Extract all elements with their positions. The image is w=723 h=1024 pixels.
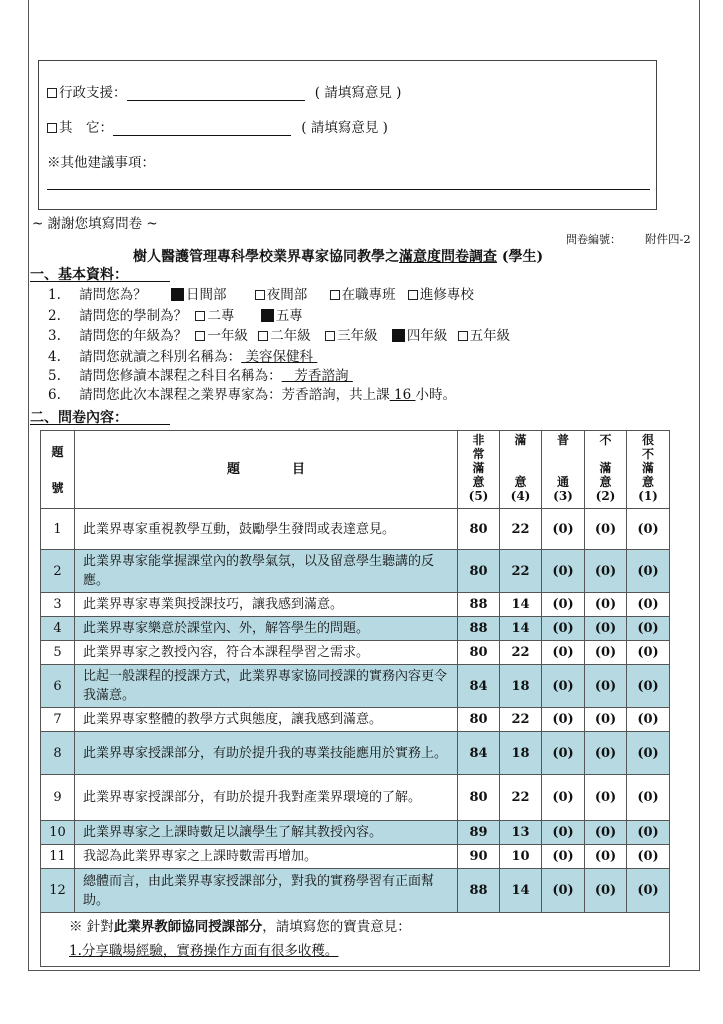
q1-option-continuing: 進修專校 xyxy=(419,287,474,303)
row-value-5: 88 xyxy=(458,869,500,913)
q4-text: 請問您就讀之科別名稱為： xyxy=(79,349,242,365)
q3-option-5: 五年級 xyxy=(469,328,511,344)
q5-number: 5. xyxy=(48,368,61,384)
row-value-1: (0) xyxy=(627,708,670,732)
row-number: 7 xyxy=(41,708,75,732)
row-value-1: (0) xyxy=(627,550,670,593)
row-value-1: (0) xyxy=(627,775,670,821)
col-no-char-1: 題 xyxy=(51,444,64,459)
q2-text: 請問您的學制為？ xyxy=(79,308,188,324)
row-number: 11 xyxy=(41,845,75,869)
q5-answer: 芳香諮詢 xyxy=(281,368,353,384)
table-row xyxy=(41,869,670,913)
row-value-3: (0) xyxy=(542,641,585,665)
row-value-4: 22 xyxy=(500,550,542,593)
row-value-3: (0) xyxy=(542,665,585,708)
q3-option-1-checkbox[interactable] xyxy=(195,331,205,341)
q3-number: 3. xyxy=(48,328,61,344)
score5-code: (5) xyxy=(468,489,489,503)
row-number: 8 xyxy=(41,732,75,775)
row-question: 此業界專家之教授內容，符合本課程學習之需求。 xyxy=(75,641,458,665)
q2-option-2yr-checkbox[interactable] xyxy=(195,311,205,321)
row-value-3: (0) xyxy=(542,732,585,775)
row-value-2: (0) xyxy=(585,641,627,665)
row-value-2: (0) xyxy=(585,775,627,821)
document-title xyxy=(133,246,543,266)
row-value-4: 22 xyxy=(500,509,542,550)
row-question: 總體而言，由此業界專家授課部分，對我的實務學習有正面幫助。 xyxy=(75,869,458,913)
q1-option-day: 日間部 xyxy=(185,287,227,303)
row-value-5: 90 xyxy=(458,845,500,869)
row-question: 比起一般課程的授課方式，此業界專家協同授課的實務內容更令我滿意。 xyxy=(75,665,458,708)
row-value-2: (0) xyxy=(585,617,627,641)
other-hint: ( 請填寫意見 ) xyxy=(301,120,388,136)
row-value-4: 18 xyxy=(500,732,542,775)
row-value-3: (0) xyxy=(542,821,585,845)
row-value-2: (0) xyxy=(585,665,627,708)
score4-c1: 滿 xyxy=(514,433,527,447)
q6-number: 6. xyxy=(48,387,61,403)
row-value-5: 80 xyxy=(458,641,500,665)
row-value-1: (0) xyxy=(627,617,670,641)
q3-option-1: 一年級 xyxy=(207,328,248,344)
q5-text: 請問您修讀本課程之科目名稱為： xyxy=(79,368,282,384)
other-blank[interactable] xyxy=(113,121,291,136)
score2-code: (2) xyxy=(595,489,616,503)
row-question: 此業界專家專業與授課技巧，讓我感到滿意。 xyxy=(75,593,458,617)
admin-support-label: 行政支援： xyxy=(59,85,127,101)
score2-c3: 滿 xyxy=(599,461,612,475)
row-value-5: 84 xyxy=(458,665,500,708)
q2-row xyxy=(48,304,303,324)
row-value-1: (0) xyxy=(627,732,670,775)
row-question: 此業界專家能掌握課堂內的教學氣氛，以及留意學生聽講的反應。 xyxy=(75,550,458,593)
row-number: 10 xyxy=(41,821,75,845)
row-value-5: 80 xyxy=(458,708,500,732)
row-value-4: 14 xyxy=(500,593,542,617)
row-value-5: 80 xyxy=(458,775,500,821)
q6-text: 請問您此次本課程之業界專家為：芳香諮詢，共上課 xyxy=(79,387,390,403)
q3-text: 請問您的年級為？ xyxy=(79,328,188,344)
row-value-2: (0) xyxy=(585,708,627,732)
table-row xyxy=(41,708,670,732)
admin-support-blank[interactable] xyxy=(127,86,305,101)
other-label: 其 它： xyxy=(59,120,113,136)
row-question: 此業界專家授課部分，有助於提升我對產業界環境的了解。 xyxy=(75,775,458,821)
row-number: 1 xyxy=(41,509,75,550)
score5-c1: 非 xyxy=(472,433,485,447)
col-no-header xyxy=(41,431,75,509)
score-header-5 xyxy=(458,431,500,509)
row-value-1: (0) xyxy=(627,869,670,913)
q6-unit: 小時。 xyxy=(415,387,456,403)
suggestion-box xyxy=(38,60,657,210)
title-suffix: (學生) xyxy=(497,249,544,265)
row-value-4: 13 xyxy=(500,821,542,845)
score1-c4: 意 xyxy=(641,475,654,489)
q5-row xyxy=(48,364,353,384)
row-number: 12 xyxy=(41,869,75,913)
row-value-5: 88 xyxy=(458,617,500,641)
table-row xyxy=(41,509,670,550)
title-prefix: 樹人醫護管理專科學校業界專家協同教學之 xyxy=(133,249,399,265)
q1-option-night-checkbox[interactable] xyxy=(255,290,265,300)
score2-c1: 不 xyxy=(599,433,612,447)
table-row xyxy=(41,617,670,641)
row-value-3: (0) xyxy=(542,593,585,617)
other-row xyxy=(47,116,388,136)
row-question: 此業界專家授課部分，有助於提升我的專業技能應用於實務上。 xyxy=(75,732,458,775)
q1-option-inservice: 在職專班 xyxy=(341,287,396,303)
row-value-1: (0) xyxy=(627,665,670,708)
row-value-4: 14 xyxy=(500,617,542,641)
questionnaire-number-label: 問卷編號： xyxy=(566,233,621,246)
row-value-5: 88 xyxy=(458,593,500,617)
q2-option-2yr: 二專 xyxy=(207,308,235,324)
score5-c4: 意 xyxy=(472,475,485,489)
suggestion-blank-line[interactable] xyxy=(47,189,650,190)
table-row xyxy=(41,732,670,775)
row-question: 此業界專家樂意於課堂內、外，解答學生的問題。 xyxy=(75,617,458,641)
q1-row xyxy=(48,283,474,303)
q1-option-day-checkbox[interactable] xyxy=(171,288,184,301)
row-value-2: (0) xyxy=(585,509,627,550)
q1-number: 1. xyxy=(48,287,61,303)
score-header-4 xyxy=(500,431,542,509)
q1-option-inservice-checkbox[interactable] xyxy=(330,290,340,300)
row-value-3: (0) xyxy=(542,775,585,821)
row-value-2: (0) xyxy=(585,593,627,617)
table-row xyxy=(41,821,670,845)
other-checkbox[interactable] xyxy=(47,123,57,133)
q1-option-night: 夜間部 xyxy=(266,287,308,303)
feedback-prompt xyxy=(69,915,669,939)
score2-c4: 意 xyxy=(599,475,612,489)
thanks-text: ~ 謝謝您填寫問卷 ~ xyxy=(32,216,158,232)
row-value-5: 89 xyxy=(458,821,500,845)
q2-option-5yr-checkbox[interactable] xyxy=(261,309,274,322)
q1-option-continuing-checkbox[interactable] xyxy=(408,290,418,300)
row-question: 此業界專家整體的教學方式與態度，讓我感到滿意。 xyxy=(75,708,458,732)
score3-c1: 普 xyxy=(556,433,569,447)
feedback-bold: 此業界教師協同授課部分 xyxy=(113,919,263,935)
q3-option-4: 四年級 xyxy=(406,328,448,344)
row-value-2: (0) xyxy=(585,821,627,845)
feedback-answer[interactable]: 1.分享職場經驗，實務操作方面有很多收穫。 xyxy=(69,943,339,959)
score1-code: (1) xyxy=(638,489,658,503)
table-row xyxy=(41,550,670,593)
title-underlined: 滿意度問卷調查 xyxy=(399,249,497,265)
row-number: 4 xyxy=(41,617,75,641)
q3-option-4-checkbox[interactable] xyxy=(392,329,405,342)
score5-c2: 常 xyxy=(472,447,485,461)
survey-table xyxy=(40,430,670,967)
row-value-5: 80 xyxy=(458,509,500,550)
row-value-1: (0) xyxy=(627,593,670,617)
row-value-1: (0) xyxy=(627,845,670,869)
row-question: 此業界專家之上課時數足以讓學生了解其教授內容。 xyxy=(75,821,458,845)
row-value-3: (0) xyxy=(542,617,585,641)
other-suggestion-label: ※其他建議事項： xyxy=(47,155,155,171)
score-header-2 xyxy=(585,431,627,509)
q6-hours: 16 xyxy=(389,387,416,403)
feedback-prefix: ※ 針對 xyxy=(69,919,114,935)
q3-option-3-checkbox[interactable] xyxy=(325,331,335,341)
table-row xyxy=(41,593,670,617)
q2-option-5yr: 五專 xyxy=(275,308,303,324)
row-value-1: (0) xyxy=(627,821,670,845)
row-value-2: (0) xyxy=(585,869,627,913)
score4-code: (4) xyxy=(510,489,531,503)
row-number: 3 xyxy=(41,593,75,617)
row-value-3: (0) xyxy=(542,550,585,593)
row-value-1: (0) xyxy=(627,641,670,665)
section2-underline xyxy=(30,424,170,425)
row-value-4: 22 xyxy=(500,708,542,732)
row-question: 我認為此業界專家之上課時數需再增加。 xyxy=(75,845,458,869)
attachment-label: 附件四-2 xyxy=(645,232,691,246)
score5-c3: 滿 xyxy=(472,461,485,475)
q6-row xyxy=(48,383,456,403)
table-header-row xyxy=(41,431,670,509)
q3-option-3: 三年級 xyxy=(337,328,378,344)
row-value-2: (0) xyxy=(585,732,627,775)
row-value-3: (0) xyxy=(542,845,585,869)
admin-support-row xyxy=(47,81,401,101)
score1-c2: 不 xyxy=(641,447,654,461)
row-number: 2 xyxy=(41,550,75,593)
q4-row xyxy=(48,345,317,365)
row-number: 6 xyxy=(41,665,75,708)
row-value-3: (0) xyxy=(542,509,585,550)
table-row xyxy=(41,845,670,869)
row-value-4: 18 xyxy=(500,665,542,708)
row-number: 9 xyxy=(41,775,75,821)
score3-c4: 通 xyxy=(556,475,569,489)
admin-support-hint: ( 請填寫意見 ) xyxy=(314,85,402,101)
q4-answer: 美容保健科 xyxy=(241,349,318,365)
row-value-3: (0) xyxy=(542,708,585,732)
score4-c4: 意 xyxy=(514,475,527,489)
row-value-4: 22 xyxy=(500,641,542,665)
q4-number: 4. xyxy=(48,349,61,365)
table-row xyxy=(41,665,670,708)
section1-title: 一、基本資料： xyxy=(30,267,128,283)
table-row xyxy=(41,775,670,821)
row-number: 5 xyxy=(41,641,75,665)
q3-option-2: 二年級 xyxy=(270,328,311,344)
row-value-1: (0) xyxy=(627,509,670,550)
q3-option-5-checkbox[interactable] xyxy=(458,331,468,341)
q1-text: 請問您為？ xyxy=(79,287,147,303)
col-topic-header: 題 目 xyxy=(75,431,458,509)
row-value-2: (0) xyxy=(585,550,627,593)
admin-support-checkbox[interactable] xyxy=(47,88,57,98)
row-question: 此業界專家重視教學互動，鼓勵學生發問或表達意見。 xyxy=(75,509,458,550)
section2-title: 二、問卷內容： xyxy=(30,410,128,426)
feedback-row xyxy=(41,913,670,967)
row-value-4: 10 xyxy=(500,845,542,869)
q3-option-2-checkbox[interactable] xyxy=(258,331,268,341)
row-value-3: (0) xyxy=(542,869,585,913)
score-header-1 xyxy=(627,431,670,509)
score1-c3: 滿 xyxy=(641,461,654,475)
feedback-cell xyxy=(41,913,670,967)
row-value-4: 22 xyxy=(500,775,542,821)
score-header-3 xyxy=(542,431,585,509)
q3-row xyxy=(48,324,510,344)
row-value-5: 84 xyxy=(458,732,500,775)
row-value-2: (0) xyxy=(585,845,627,869)
row-value-5: 80 xyxy=(458,550,500,593)
row-value-4: 14 xyxy=(500,869,542,913)
feedback-suffix: ，請填寫您的寶貴意見： xyxy=(262,919,411,935)
section1-underline xyxy=(30,281,170,282)
col-no-char-2: 號 xyxy=(51,480,64,495)
score3-code: (3) xyxy=(553,489,573,503)
table-row xyxy=(41,641,670,665)
q2-number: 2. xyxy=(48,308,61,324)
score1-c1: 很 xyxy=(641,433,654,447)
